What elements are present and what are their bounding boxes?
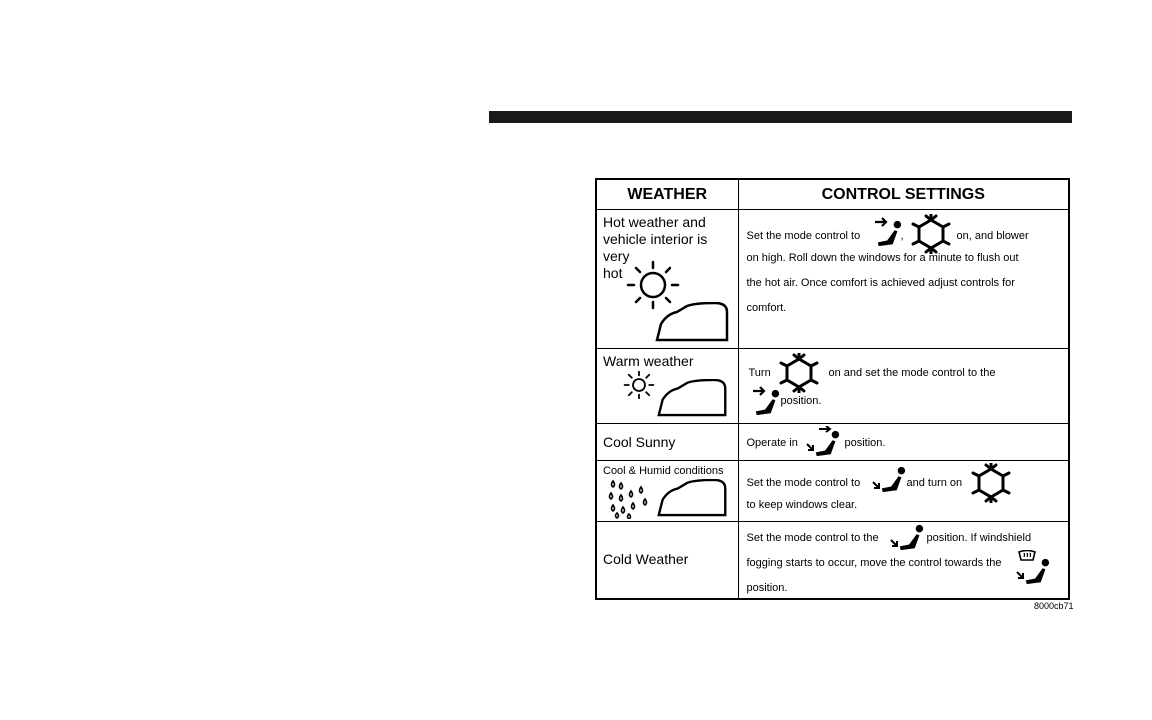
settings-text: to keep windows clear. xyxy=(746,499,858,511)
table-row xyxy=(596,522,1069,599)
settings-text: and turn on xyxy=(906,477,963,489)
weather-line: vehicle interior is very xyxy=(603,231,708,264)
settings-text: Set the mode control to xyxy=(746,230,861,242)
weather-line: Hot weather and xyxy=(603,214,706,230)
settings-cell xyxy=(738,349,1069,424)
settings-text: on high. Roll down the windows for a minute to flush out xyxy=(746,252,1019,264)
header-row xyxy=(596,179,1069,210)
table-row xyxy=(596,461,1069,522)
settings-text: fogging starts to occur, move the control towards the xyxy=(746,557,1002,569)
floor-mode-icon xyxy=(871,464,907,498)
weather-header: WEATHER xyxy=(596,179,738,210)
settings-cell xyxy=(738,522,1069,599)
weather-cell xyxy=(596,461,738,522)
table-row xyxy=(596,424,1069,461)
figure-code: 8000cb71 xyxy=(1034,601,1074,611)
settings-cell xyxy=(738,461,1069,522)
weather-line: Warm weather xyxy=(603,353,694,369)
panel-mode-icon xyxy=(873,216,903,248)
weather-line: Cold Weather xyxy=(603,551,689,568)
weather-cell xyxy=(596,210,738,349)
settings-text: , xyxy=(900,230,904,242)
weather-cell xyxy=(596,349,738,424)
settings-text: Set the mode control to the xyxy=(746,532,879,544)
settings-text: position. xyxy=(746,582,788,594)
table-row xyxy=(596,349,1069,424)
car-window-icon xyxy=(655,479,729,517)
floor-mode-icon xyxy=(889,522,925,556)
weather-cell xyxy=(596,522,738,599)
sun-icon xyxy=(621,369,657,401)
floor-defrost-mode-icon xyxy=(1015,550,1051,588)
bilevel-mode-icon xyxy=(805,426,841,460)
weather-cell xyxy=(596,424,738,461)
settings-text: position. xyxy=(780,395,822,407)
weather-line: hot xyxy=(603,265,623,281)
table-row xyxy=(596,210,1069,349)
settings-text: the hot air. Once comfort is achieved adjust controls for xyxy=(746,277,1015,289)
settings-text: on, and blower xyxy=(956,230,1029,242)
snowflake-ac-icon xyxy=(971,463,1011,503)
settings-text: position. xyxy=(844,437,886,449)
snowflake-ac-icon xyxy=(779,353,819,393)
settings-text: position. If windshield xyxy=(926,532,1032,544)
settings-header: CONTROL SETTINGS xyxy=(738,179,1069,210)
car-window-icon xyxy=(655,379,729,417)
weather-line: Cool & Humid conditions xyxy=(603,465,724,477)
top-rule xyxy=(489,111,1072,123)
settings-text: Turn xyxy=(748,367,771,379)
panel-mode-icon xyxy=(751,385,781,417)
car-window-icon xyxy=(655,302,729,342)
settings-text: Set the mode control to xyxy=(746,477,861,489)
snowflake-ac-icon xyxy=(911,214,951,254)
settings-cell xyxy=(738,210,1069,349)
weather-line: Cool Sunny xyxy=(603,433,676,450)
settings-text: comfort. xyxy=(746,302,787,314)
settings-cell xyxy=(738,424,1069,461)
raindrops-icon xyxy=(607,479,653,519)
climate-settings-table xyxy=(595,178,1070,600)
settings-text: on and set the mode control to the xyxy=(828,367,996,379)
settings-text: Operate in xyxy=(746,437,798,449)
